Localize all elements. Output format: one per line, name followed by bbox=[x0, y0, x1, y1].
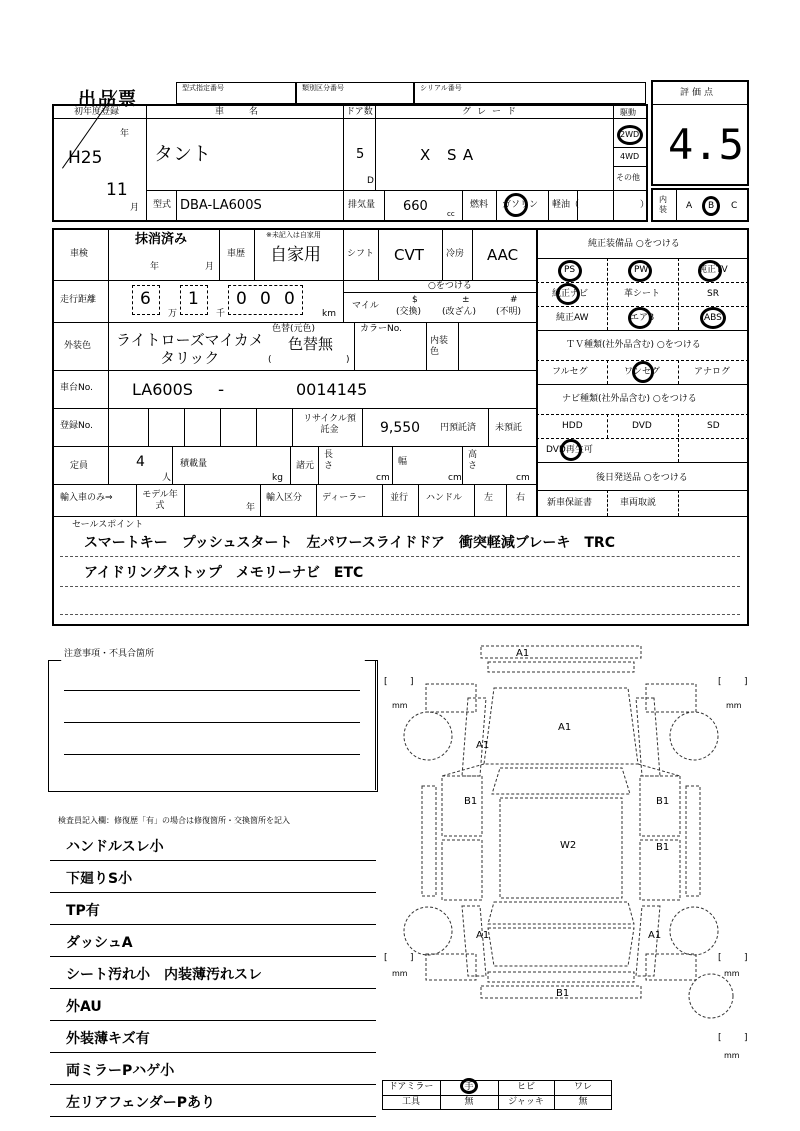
mile-unknown: (不明) bbox=[496, 307, 522, 317]
door-suffix: D bbox=[367, 176, 374, 186]
svg-text:[: [ bbox=[718, 1033, 722, 1043]
navi-dvd: DVD bbox=[632, 421, 652, 431]
color-line-1: ライトローズマイカメ bbox=[116, 331, 264, 349]
diagram-left-rear-label: A1 bbox=[476, 930, 490, 941]
displacement-value: 660 bbox=[403, 199, 428, 214]
mileage-digit-2: 1 bbox=[188, 289, 199, 309]
inspector-line: 両ミラーPハゲ小 bbox=[66, 1063, 175, 1079]
diagram-hood-label: A1 bbox=[558, 722, 572, 733]
shift-label: シフト bbox=[347, 249, 375, 259]
equip-sr: SR bbox=[707, 289, 719, 299]
model-number-label: 型式指定番号 bbox=[182, 84, 224, 92]
inspector-line: ハンドルスレ小 bbox=[66, 839, 164, 855]
inspector-line: 左リアフェンダーPあり bbox=[66, 1095, 216, 1111]
fuel-close: ） bbox=[640, 200, 650, 210]
chassis-number: 0014145 bbox=[296, 380, 368, 399]
model-value: DBA-LA600S bbox=[180, 198, 262, 213]
class-number-label: 類別区分番号 bbox=[302, 84, 344, 92]
mile-label: マイル bbox=[352, 301, 379, 311]
dealer-label: ディーラー bbox=[322, 493, 367, 503]
mirror-circle bbox=[460, 1078, 478, 1094]
equip-tv: 純正TV bbox=[698, 265, 728, 275]
diagram-roof-label: W2 bbox=[560, 840, 577, 851]
tv-type-title: ＴＶ種類(社外品含む) ○をつける bbox=[566, 340, 701, 350]
tv-analog: アナログ bbox=[694, 367, 731, 377]
shaken-value: 抹消済み bbox=[135, 232, 188, 247]
mileage-digit-3: 0 bbox=[236, 289, 247, 309]
capacity-label: 定員 bbox=[70, 461, 89, 471]
equip-airbag-circle bbox=[628, 307, 655, 329]
navi-dvd-play: DVD再生可 bbox=[546, 445, 593, 455]
svg-text:[: [ bbox=[384, 953, 388, 963]
inspector-rule bbox=[50, 956, 376, 957]
car-name: タント bbox=[154, 143, 212, 165]
mileage-man: 万 bbox=[168, 309, 178, 319]
score-label: 評価点 bbox=[680, 88, 717, 98]
diagram-right-rear-door-label: B1 bbox=[656, 842, 670, 853]
recycle-value: 9,550 bbox=[380, 420, 421, 436]
repaint-open: ( bbox=[268, 355, 272, 365]
diagram-right-front-door-label: B1 bbox=[656, 796, 670, 807]
recycle-unit: 円預託済 bbox=[440, 423, 477, 433]
crack-label: ヒビ bbox=[516, 1082, 535, 1092]
length-label: 長さ bbox=[324, 450, 334, 471]
car-damage-diagram bbox=[376, 636, 756, 1120]
diagram-front-left-fender-label: A1 bbox=[476, 740, 490, 751]
svg-text:]: ] bbox=[744, 1033, 748, 1043]
history-note: ※未記入は自家用 bbox=[266, 231, 321, 239]
drive-label: 駆動 bbox=[620, 108, 636, 117]
km-label: km bbox=[322, 309, 336, 319]
interior-b-circle bbox=[702, 196, 720, 216]
shaken-year: 年 bbox=[150, 262, 160, 272]
svg-text:mm: mm bbox=[724, 1051, 740, 1060]
tv-oneseg: ワンセグ bbox=[624, 367, 661, 377]
mile-altered: (改ざん) bbox=[442, 307, 477, 317]
equip-navi: 純正ナビ bbox=[552, 289, 589, 299]
inspector-line: ダッシュA bbox=[66, 935, 133, 951]
later-manual: 車両取説 bbox=[620, 498, 657, 508]
mile-exchange: (交換) bbox=[396, 307, 422, 317]
cm-label-1: cm bbox=[376, 473, 390, 483]
equip-abs-circle bbox=[700, 307, 726, 329]
drive-other: その他 bbox=[616, 173, 640, 182]
equip-pw: PW bbox=[634, 265, 649, 275]
notes-label: 注意事項・不具合箇所 bbox=[64, 649, 155, 659]
inspector-label: 検査員記入欄：修復歴「有」の場合は修復箇所・交換箇所を記入 bbox=[58, 816, 290, 825]
interior-b: B bbox=[708, 201, 715, 211]
interior-label: 内装 bbox=[659, 195, 667, 214]
color-no-label: カラーNo. bbox=[360, 324, 402, 334]
jack-label: ジャッキ bbox=[508, 1097, 544, 1107]
page-title: 出品票 bbox=[78, 89, 138, 110]
color-label: 外装色 bbox=[64, 341, 92, 351]
navi-type-title: ナビ種類(社外品含む) ○をつける bbox=[562, 394, 697, 404]
equip-pw-circle bbox=[628, 260, 652, 282]
svg-text:]: ] bbox=[410, 953, 414, 963]
serial-label: シリアル番号 bbox=[420, 84, 462, 92]
load-label: 積載量 bbox=[180, 459, 208, 469]
capacity-unit: 人 bbox=[162, 473, 172, 483]
equip-ps: PS bbox=[564, 265, 576, 275]
parallel-label: 並行 bbox=[390, 493, 409, 503]
interior-a: A bbox=[686, 201, 693, 211]
cm-label-2: cm bbox=[448, 473, 462, 483]
year-label: 年 bbox=[120, 129, 130, 139]
reg-no-label: 登録No. bbox=[60, 421, 93, 431]
import-type-label: 輸入区分 bbox=[266, 493, 303, 503]
later-title: 後日発送品 ○をつける bbox=[596, 473, 688, 483]
shift-value: CVT bbox=[394, 246, 424, 264]
chassis-prefix: LA600S bbox=[132, 380, 193, 399]
equip-tv-circle bbox=[698, 260, 722, 282]
drive-2wd-circle bbox=[617, 125, 643, 145]
sales-line-1: スマートキー プッシュスタート 左パワースライドドア 衝突軽減ブレーキ TRC bbox=[84, 535, 615, 551]
interior-c: C bbox=[731, 201, 738, 211]
displacement-label: 排気量 bbox=[348, 200, 376, 210]
break-label: ワレ bbox=[573, 1082, 592, 1092]
notes-box-top bbox=[48, 660, 378, 792]
drive-4wd: 4WD bbox=[620, 152, 640, 161]
width-label: 幅 bbox=[398, 457, 408, 467]
first-reg-label: 初年度登録 bbox=[74, 107, 120, 117]
drive-2wd: 2WD bbox=[620, 130, 640, 139]
diagram-right-rear-label: A1 bbox=[648, 930, 662, 941]
mile-unknown-sym: # bbox=[510, 295, 518, 305]
mile-altered-sym: ± bbox=[462, 295, 470, 305]
svg-text:mm: mm bbox=[726, 701, 742, 710]
shaken-month: 月 bbox=[205, 262, 215, 272]
svg-text:[: [ bbox=[384, 677, 388, 687]
navi-dvd-play-circle bbox=[560, 439, 582, 461]
mileage-label: 走行距離 bbox=[60, 295, 97, 305]
inspector-rule bbox=[50, 988, 376, 989]
sales-line-2: アイドリングストップ メモリーナビ ETC bbox=[84, 565, 364, 581]
fuel-gasoline-circle bbox=[504, 193, 528, 217]
svg-text:]: ] bbox=[744, 953, 748, 963]
repaint-value: 色替無 bbox=[288, 335, 334, 353]
equip-abs: ABS bbox=[704, 313, 722, 323]
ac-value: AAC bbox=[487, 246, 519, 264]
inspector-line: 外AU bbox=[66, 999, 102, 1015]
inspector-line: 外装薄キズ有 bbox=[66, 1031, 150, 1047]
mile-exchange-sym: $ bbox=[412, 295, 418, 305]
repaint-close: ) bbox=[346, 355, 350, 365]
mileage-digit-1: 6 bbox=[140, 289, 151, 309]
svg-text:[: [ bbox=[718, 677, 722, 687]
shaken-label: 車検 bbox=[70, 249, 89, 259]
mileage-sen: 千 bbox=[216, 309, 226, 319]
cc-label: cc bbox=[447, 210, 455, 218]
first-reg-year: H25 bbox=[68, 148, 103, 168]
recycle-unpaid: 未預託 bbox=[495, 423, 523, 433]
mileage-digit-4: 0 bbox=[260, 289, 271, 309]
navi-hdd: HDD bbox=[562, 421, 583, 431]
grade-label: グレード bbox=[462, 107, 523, 117]
navi-sd: SD bbox=[707, 421, 720, 431]
fuel-label: 燃料 bbox=[470, 200, 489, 210]
inspector-line: シート汚れ小 内装薄汚れスレ bbox=[66, 967, 262, 983]
jack-value: 無 bbox=[578, 1097, 588, 1107]
diagram-rear-bumper-label: B1 bbox=[556, 988, 570, 999]
svg-text:mm: mm bbox=[392, 969, 408, 978]
score-value: 4.5 bbox=[668, 120, 744, 169]
inspector-rule bbox=[50, 1116, 376, 1117]
mirror-value: 手 bbox=[464, 1082, 474, 1092]
interior-color-label: 内装色 bbox=[430, 336, 449, 357]
kg-label: kg bbox=[272, 473, 283, 483]
handle-left: 左 bbox=[484, 493, 494, 503]
inspector-rule bbox=[50, 1084, 376, 1085]
dims-label: 諸元 bbox=[296, 461, 315, 471]
import-year: 年 bbox=[246, 503, 256, 513]
later-warranty: 新車保証書 bbox=[547, 498, 593, 508]
equip-navi-circle bbox=[556, 283, 580, 305]
fuel-light-oil: 軽油（ bbox=[552, 200, 580, 210]
doors-value: 5 bbox=[356, 147, 365, 162]
equip-leather: 革シート bbox=[624, 289, 661, 299]
cm-label-3: cm bbox=[516, 473, 530, 483]
recycle-label: リサイクル預託金 bbox=[303, 414, 356, 435]
svg-text:mm: mm bbox=[724, 969, 740, 978]
inspector-rule bbox=[50, 860, 376, 861]
color-line-2: タリック bbox=[160, 349, 220, 367]
svg-text:[: [ bbox=[718, 953, 722, 963]
svg-text:mm: mm bbox=[392, 701, 408, 710]
import-label: 輸入車のみ⇒ bbox=[60, 493, 113, 503]
svg-text:]: ] bbox=[744, 677, 748, 687]
capacity-value: 4 bbox=[136, 454, 145, 470]
inspector-rule bbox=[50, 1052, 376, 1053]
svg-text:]: ] bbox=[410, 677, 414, 687]
tools-label: 工具 bbox=[401, 1097, 420, 1107]
mileage-circle-note: ○をつける bbox=[428, 281, 472, 291]
equip-ps-circle bbox=[558, 260, 582, 282]
history-label: 車歴 bbox=[227, 249, 246, 259]
inspector-line: TP有 bbox=[66, 903, 100, 919]
inspector-line: 下廻りS小 bbox=[66, 871, 133, 887]
model-label: 型式 bbox=[153, 200, 172, 210]
diagram-left-door-label: B1 bbox=[464, 796, 478, 807]
grade-value: X SA bbox=[420, 146, 480, 164]
chassis-dash: - bbox=[218, 380, 225, 400]
model-year-label: モデル年式 bbox=[142, 490, 178, 511]
diagram-front-bumper-label: A1 bbox=[516, 648, 530, 659]
inspector-rule bbox=[50, 924, 376, 925]
repaint-label: 色替(元色) bbox=[272, 324, 316, 334]
inspector-rule bbox=[50, 1020, 376, 1021]
tools-value: 無 bbox=[464, 1097, 474, 1107]
handle-right: 右 bbox=[516, 493, 526, 503]
equip-aw: 純正AW bbox=[556, 313, 589, 323]
handle-label: ハンドル bbox=[426, 493, 463, 503]
chassis-label: 車台No. bbox=[60, 383, 93, 393]
inspector-rule bbox=[50, 892, 376, 893]
equip-airbag: エアB bbox=[630, 313, 655, 323]
history-value: 自家用 bbox=[270, 245, 321, 265]
tv-fullseg: フルセグ bbox=[552, 367, 588, 377]
equipment-title: 純正装備品 ○をつける bbox=[588, 239, 680, 249]
month-label: 月 bbox=[130, 203, 140, 213]
sales-label: セールスポイント bbox=[72, 520, 144, 530]
tv-oneseg-circle bbox=[632, 361, 654, 383]
mileage-digit-5: 0 bbox=[284, 289, 295, 309]
fuel-gasoline: ガソリン bbox=[502, 200, 539, 210]
doors-label: ドア数 bbox=[346, 107, 373, 117]
first-reg-month: 11 bbox=[106, 180, 128, 200]
ac-label: 冷房 bbox=[446, 249, 465, 259]
height-label: 高さ bbox=[468, 450, 478, 471]
mirror-label: ドアミラー bbox=[388, 1082, 434, 1092]
name-label: 車 名 bbox=[215, 107, 267, 117]
